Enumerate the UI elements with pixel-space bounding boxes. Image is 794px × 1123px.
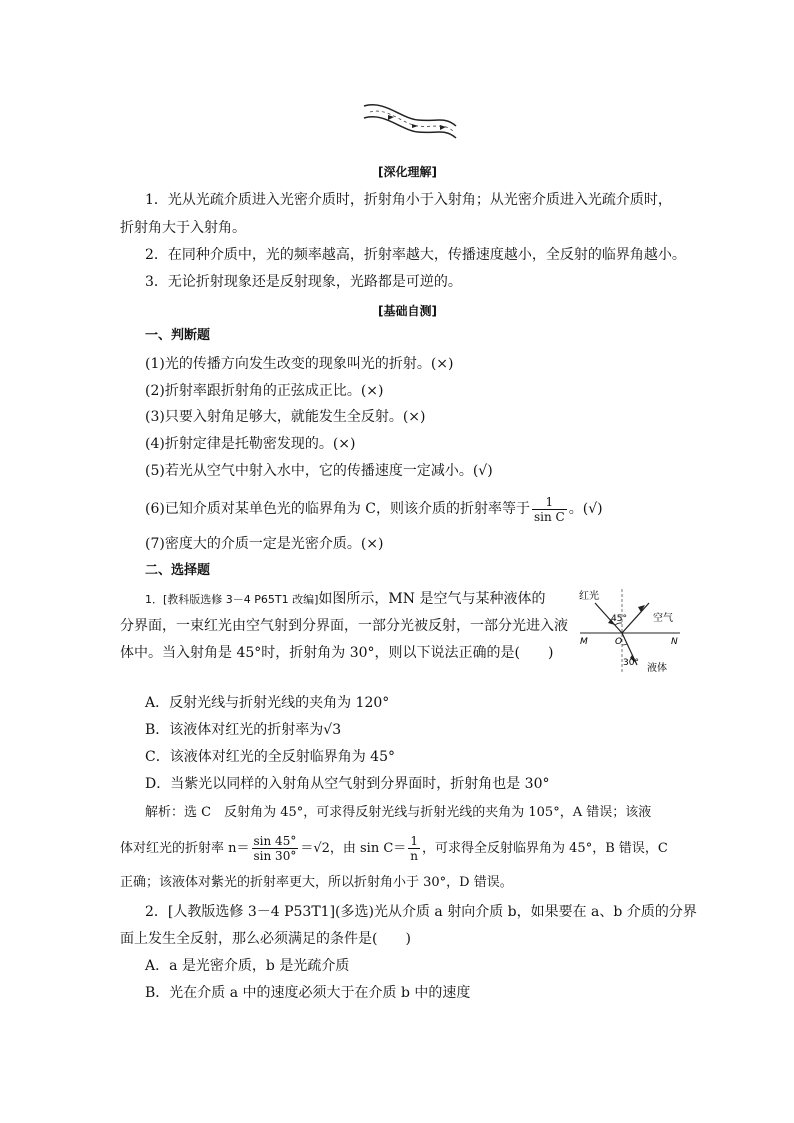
q1-option-c: C．该液体对红光的全反射临界角为 45°: [145, 749, 395, 765]
diagram-label-liquid: 液体: [647, 663, 667, 674]
judge-6-denominator: sin C: [534, 509, 565, 524]
q1-analysis-1: 解析：选 C 反射角为 45°，可求得反射光线与折射光线的夹角为 105°，A 错误；该液: [145, 805, 652, 820]
q2-line-1: 2．[人教版选修 3－4 P53T1](多选)光从介质 a 射向介质 b，如果要在 a、b 介质的分界: [145, 904, 697, 920]
diagram-label-air: 空气: [653, 613, 673, 624]
deepen-item-1-cont: 折射角大于入射角。: [120, 220, 246, 236]
analysis-fraction-2-den: n: [410, 849, 419, 863]
refraction-diagram: [575, 585, 685, 675]
analysis-fraction-1-num: sin 45°: [253, 834, 297, 848]
judge-item-1: (1)光的传播方向发生改变的现象叫光的折射。(×): [145, 356, 454, 372]
diagram-label-O: O: [615, 637, 623, 647]
judge-item-5: (5)若光从空气中射入水中，它的传播速度一定减小。(√): [145, 463, 493, 479]
q1-analysis-2: [120, 832, 668, 866]
judge-6-mark: 。(√): [568, 501, 603, 517]
q1-line-3: 体中。当入射角是 45°时，折射角为 30°，则以下说法正确的是( ): [120, 645, 554, 661]
part2-title: 二、选择题: [145, 563, 211, 578]
q1-option-a: A．反射光线与折射光线的夹角为 120°: [145, 695, 390, 711]
judge-item-3: (3)只要入射角足够大，就能发生全反射。(×): [145, 409, 426, 425]
analysis-2-text-a: 体对红光的折射率 n＝: [120, 841, 250, 856]
judge-6-text: (6)已知介质对某单色光的临界角为 C，则该介质的折射率等于: [145, 501, 530, 517]
diagram-label-M: M: [580, 637, 588, 647]
wave-ribbon-icon: [360, 98, 460, 148]
deepen-item-3: 3．无论折射现象还是反射现象，光路都是可逆的。: [145, 274, 462, 290]
judge-item-6: [145, 492, 603, 526]
q1-reference: 1．[教科版选修 3－4 P65T1 改编]: [145, 593, 319, 606]
diagram-label-angle-incident: 45°: [611, 614, 627, 624]
diagram-label-angle-refract: 30°: [623, 658, 639, 668]
judge-6-fraction: [532, 495, 567, 524]
analysis-fraction-1-den: sin 30°: [253, 849, 297, 863]
analysis-fraction-2: [408, 834, 420, 863]
q1-option-d: D．当紫光以同样的入射角从空气射到分界面时，折射角也是 30°: [145, 776, 550, 792]
section-title-basic: [基础自测]: [378, 304, 437, 318]
diagram-label-red-light: 红光: [579, 591, 599, 602]
judge-item-7: (7)密度大的介质一定是光密介质。(×): [145, 536, 384, 552]
q1-line-2: 分界面，一束红光由空气射到分界面，一部分光被反射，一部分光进入液: [120, 618, 568, 634]
section-title-deepen: [深化理解]: [378, 165, 437, 179]
q2-option-b: B．光在介质 a 中的速度必须大于在介质 b 中的速度: [145, 985, 471, 1001]
judge-item-2: (2)折射率跟折射角的正弦成正比。(×): [145, 383, 384, 399]
analysis-fraction-2-num: 1: [408, 834, 420, 849]
diagram-label-N: N: [671, 637, 678, 647]
q1-analysis-3: 正确；该液体对紫光的折射率更大，所以折射角小于 30°，D 错误。: [120, 875, 513, 890]
analysis-fraction-1: [252, 834, 299, 863]
judge-6-numerator: 1: [532, 495, 567, 510]
q2-line-2: 面上发生全反射，那么必须满足的条件是( ): [120, 931, 411, 947]
judge-item-4: (4)折射定律是托勒密发现的。(×): [145, 436, 356, 452]
analysis-2-text-c: ，可求得全反射临界角为 45°，B 错误，C: [422, 841, 668, 856]
part1-title: 一、判断题: [145, 328, 211, 343]
q2-option-a: A．a 是光密介质，b 是光疏介质: [145, 958, 350, 974]
analysis-2-text-b: ＝√2，由 sin C＝: [300, 841, 407, 856]
q1-option-b: B．该液体对红光的折射率为√3: [145, 722, 342, 738]
deepen-item-1: 1．光从光疏介质进入光密介质时，折射角小于入射角；从光密介质进入光疏介质时，: [145, 192, 672, 208]
q1-line-1: [145, 589, 545, 610]
deepen-item-2: 2．在同种介质中，光的频率越高，折射率越大，传播速度越小，全反射的临界角越小。: [145, 247, 686, 263]
q1-text-1: 如图所示，MN 是空气与某种液体的: [318, 591, 546, 607]
